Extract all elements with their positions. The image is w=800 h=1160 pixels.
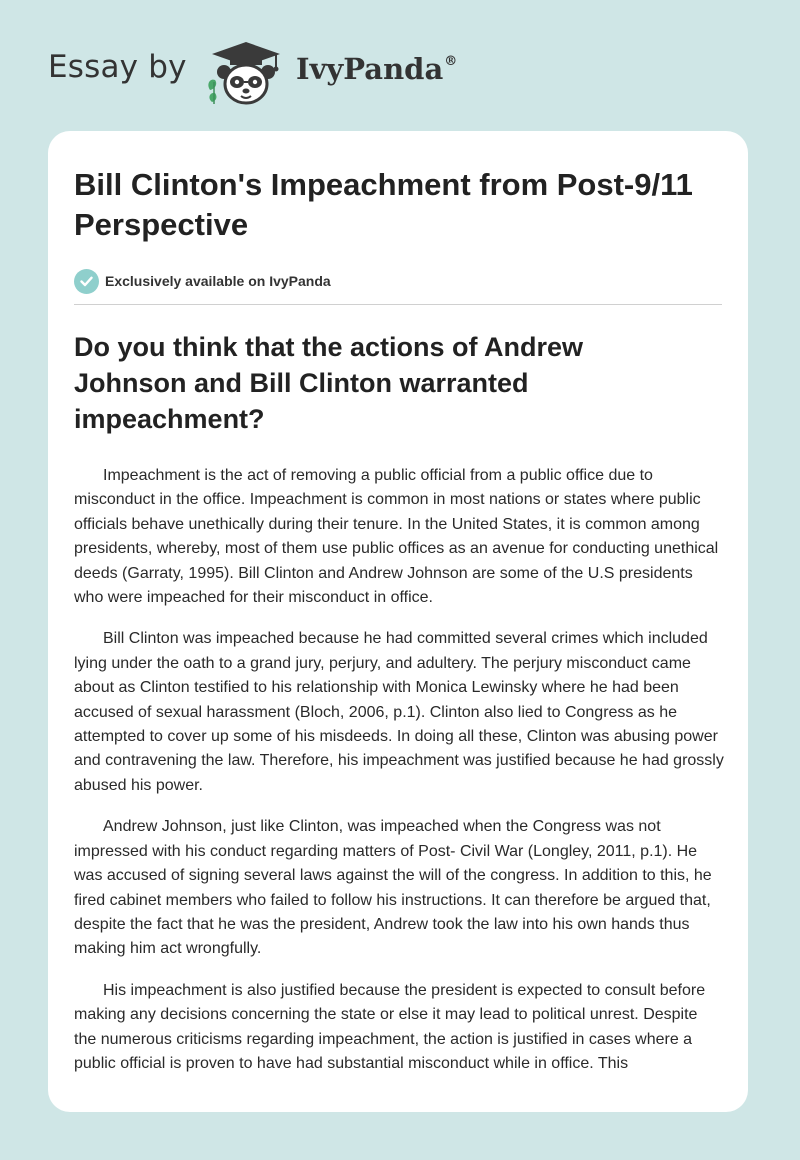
check-icon: [74, 269, 99, 294]
exclusive-badge: [74, 268, 722, 294]
essay-body: [74, 464, 724, 1076]
panda-graduate-icon[interactable]: [202, 38, 290, 108]
site-header: [0, 0, 800, 130]
paragraph: Impeachment is the act of removing a public official from a public office due to misconduct in the office. Impeachment is common in most nations or states where public officials behave unethically during their tenure. In the United States, it is common among presidents, whereby, most of them use public offices as an avenue for conducting unethical deeds (Garraty, 1995). Bill Clinton and Andrew Johnson are some of the U.S presidents who were impeached for their misconduct in office.: [74, 467, 719, 607]
registered-mark: ®: [444, 54, 458, 69]
brand-prefix: Essay by: [48, 49, 187, 85]
essay-title: Bill Clinton's Impeachment from Post-9/11 Perspective: [74, 167, 693, 242]
paragraph: His impeachment is also justified because the president is expected to consult before making any decisions concerning the state or else it may lead to political unrest. Despite the numerous criticisms regarding impeachment, the action is justified in cases where a public official is proven to have had substantial misconduct while in office. This: [74, 981, 706, 1072]
section-heading: Do you think that the actions of Andrew Johnson and Bill Clinton warranted impeachment?: [74, 332, 584, 434]
divider: [74, 304, 722, 305]
brand-name[interactable]: IvyPanda®: [296, 52, 458, 86]
paragraph: Bill Clinton was impeached because he had committed several crimes which included lying under the oath to a grand jury, perjury, and adultery. The perjury misconduct came about as Clinton testified to his relationship with Monica Lewinsky where he had been accused of sexual harassment (Bloch, 2006, p.1). Clinton also lied to Congress as he attempted to cover up some of his misdeeds. In doing all these, Clinton was abusing power and contravening the law. Therefore, his impeachment was justified because he had grossly abused his power.: [74, 630, 724, 794]
essay-card: [48, 131, 748, 1112]
paragraph: Andrew Johnson, just like Clinton, was impeached when the Congress was not impressed with his conduct regarding matters of Post- Civil War (Longley, 2011, p.1). He was accused of signing several laws against the will of the congress. In addition to this, he fired cabinet members who failed to follow his instructions. It can therefore be argued that, despite the fact that he was the president, Andrew took the law into his own hands thus making him act wrongfully.: [74, 818, 712, 958]
exclusive-label: Exclusively available on IvyPanda: [105, 273, 331, 289]
